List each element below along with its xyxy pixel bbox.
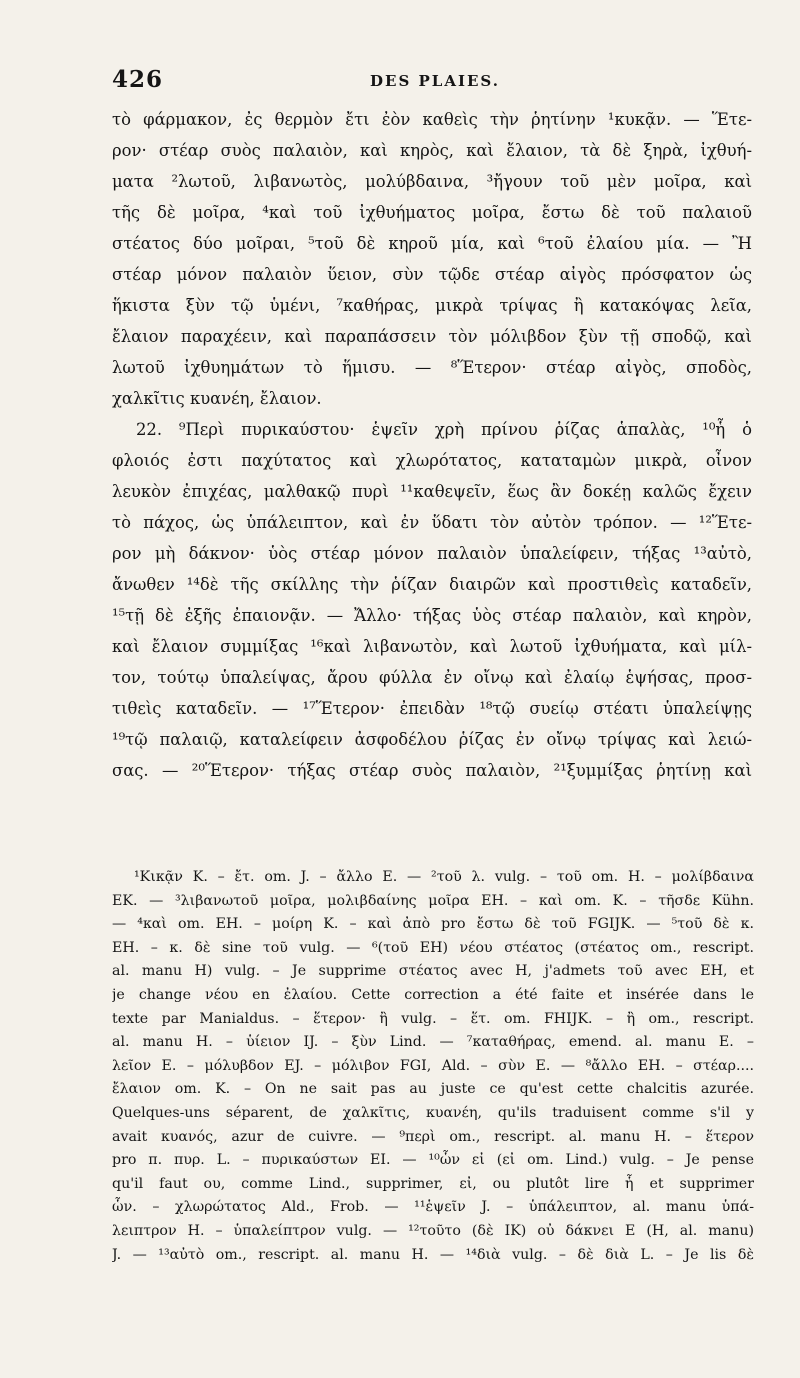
footnote-line: pro π. πυρ. L. – πυρικαύστων EI. — ¹⁰ὧν εἰ (εἰ om. Lind.) vulg. – Je pense xyxy=(112,1152,754,1169)
text-line: λευκὸν ἐπιχέας, μαλθακῷ πυρὶ ¹¹καθεψεῖν, ἕως ἂν δοκέῃ καλῶς ἔχειν xyxy=(112,482,752,501)
text-line: τιθεὶς καταδεῖν. — ¹⁷Ἕτερον· ἐπειδὰν ¹⁸τῷ συείῳ στέατι ὑπαλείψῃς xyxy=(112,699,752,718)
footnote-line: avait κυανός, azur de cuivre. — ⁹περὶ om., rescript. al. manu H. – ἕτερον xyxy=(112,1128,754,1145)
footnote-line: je change νέου en ἐλαίου. Cette correction a été faite et insérée dans le xyxy=(112,986,754,1003)
footnote-line: λεῖον E. – μόλυβδον EJ. – μόλιβον FGI, Ald. – σὺν E. — ⁸ἄλλο EH. – στέαρ.... xyxy=(112,1057,754,1074)
footnote-line: ἔλαιον om. K. – On ne sait pas au juste ce qu'est cette chalcitis azurée. xyxy=(112,1081,754,1098)
text-line: στέατος δύο μοῖραι, ⁵τοῦ δὲ κηροῦ μία, καὶ ⁶τοῦ ἐλαίου μία. — Ἢ xyxy=(112,234,752,253)
text-line: λωτοῦ ἰχθυημάτων τὸ ἥμισυ. — ⁸Ἕτερον· στέαρ αἰγὸς, σποδὸς, xyxy=(112,358,752,377)
text-line: ἄνωθεν ¹⁴δὲ τῆς σκίλλης τὴν ῥίζαν διαιρῶν καὶ προστιθεὶς καταδεῖν, xyxy=(112,575,752,594)
footnote-line: al. manu H) vulg. – Je supprime στέατος avec H, j'admets τοῦ avec EH, et xyxy=(112,963,754,980)
text-line: τον, τούτῳ ὑπαλείψας, ἄρου φύλλα ἐν οἴνῳ καὶ ἐλαίῳ ἑψήσας, προσ- xyxy=(112,668,752,687)
footnote-line: qu'il faut ου, comme Lind., supprimer, εἰ, ou plutôt lire ἧ et supprimer xyxy=(112,1175,754,1192)
text-line: ματα ²λωτοῦ, λιβανωτὸς, μολύβδαινα, ³ἤγουν τοῦ μὲν μοῖρα, καὶ xyxy=(112,172,752,191)
text-line: καὶ ἔλαιον συμμίξας ¹⁶καὶ λιβανωτὸν, καὶ λωτοῦ ἰχθυήματα, καὶ μίλ- xyxy=(112,637,752,656)
footnote-line: texte par Manialdus. – ἕτερον· ἢ vulg. – ἕτ. om. FHIJK. – ἢ om., rescript. xyxy=(112,1010,754,1027)
footnotes xyxy=(112,866,754,1267)
footnote-line: Quelques-uns séparent, de χαλκῖτις, κυανέη, qu'ils traduisent comme s'il y xyxy=(112,1104,754,1121)
text-line: ρον· στέαρ συὸς παλαιὸν, καὶ κηρὸς, καὶ ἔλαιον, τὰ δὲ ξηρὰ, ἰχθυή- xyxy=(112,141,752,160)
footnote-line: EK. — ³λιβανωτοῦ μοῖρα, μολιβδαίνης μοῖρα EH. – καὶ om. K. – τῆσδε Kühn. xyxy=(112,892,754,909)
text-line: ρον μὴ δάκνον· ὑὸς στέαρ μόνον παλαιὸν ὑπαλείφειν, τήξας ¹³αὐτὸ, xyxy=(112,544,752,563)
text-line: στέαρ μόνον παλαιὸν ὕειον, σὺν τῷδε στέαρ αἰγὸς πρόσφατον ὡς xyxy=(112,265,752,284)
text-line: ¹⁹τῷ παλαιῷ, καταλείφειν ἀσφοδέλου ῥίζας ἐν οἴνῳ τρίψας καὶ λειώ- xyxy=(112,730,752,749)
main-text xyxy=(112,104,752,786)
footnote-line: — ⁴καὶ om. EH. – μοίρη K. – καὶ ἀπὸ pro ἔστω δὲ τοῦ FGIJK. — ⁵τοῦ δὲ κ. xyxy=(112,916,754,933)
text-line: ἥκιστα ξὺν τῷ ὑμένι, ⁷καθήρας, μικρὰ τρίψας ἢ κατακόψας λεῖα, xyxy=(112,296,752,315)
text-line: σας. — ²⁰Ἕτερον· τήξας στέαρ συὸς παλαιὸν, ²¹ξυμμίξας ῥητίνῃ καὶ xyxy=(112,761,752,780)
page-number: 426 xyxy=(112,66,164,93)
text-line: χαλκῖτις κυανέη, ἔλαιον. xyxy=(112,389,322,408)
section-start-line: 22. ⁹Περὶ πυρικαύστου· ἑψεῖν χρὴ πρίνου ῥίζας ἁπαλὰς, ¹⁰ἧ ὁ xyxy=(136,420,752,439)
text-line: ἔλαιον παραχέειν, καὶ παραπάσσειν τὸν μόλιβδον ξὺν τῇ σποδῷ, καὶ xyxy=(112,327,752,346)
footnote-line: EH. – κ. δὲ sine τοῦ vulg. — ⁶(τοῦ EH) νέου στέατος (στέατος om., rescript. xyxy=(112,939,754,956)
running-head: DES PLAIES. xyxy=(370,72,500,90)
footnote-line: ¹Κικᾷν K. – ἔτ. om. J. – ἄλλο E. — ²τοῦ λ. vulg. – τοῦ om. H. – μολίβδαινα xyxy=(134,869,754,885)
text-line: ¹⁵τῇ δὲ ἐξῆς ἐπαιονᾷν. — Ἄλλο· τήξας ὑὸς στέαρ παλαιὸν, καὶ κηρὸν, xyxy=(112,606,752,625)
footnote-line: λειπτρον H. – ὑπαλείπτρον vulg. — ¹²τοῦτο (δὲ IK) οὐ δάκνει E (H, al. manu) xyxy=(112,1222,754,1239)
footnote-line: al. manu H. – ὑίειον IJ. – ξὺν Lind. — ⁷καταθήρας, emend. al. manu E. – xyxy=(112,1034,754,1051)
text-line: φλοιός ἐστι παχύτατος καὶ χλωρότατος, καταταμὼν μικρὰ, οἶνον xyxy=(112,451,752,470)
text-line: τὸ φάρμακον, ἐς θερμὸν ἔτι ἐὸν καθεὶς τὴν ῥητίνην ¹κυκᾷν. — Ἕτε- xyxy=(112,110,752,129)
text-line: τὸ πάχος, ὡς ὑπάλειπτον, καὶ ἐν ὕδατι τὸν αὐτὸν τρόπον. — ¹²Ἕτε- xyxy=(112,513,752,532)
footnote-line: J. — ¹³αὐτὸ om., rescript. al. manu H. — ¹⁴διὰ vulg. – δὲ διὰ L. – Je lis δὲ xyxy=(112,1246,754,1263)
footnote-line: ὧν. – χλωρώτατος Ald., Frob. — ¹¹ἑψεῖν J. – ὑπάλειπτον, al. manu ὑπά- xyxy=(112,1199,754,1216)
page-header xyxy=(112,60,752,100)
text-line: τῆς δὲ μοῖρα, ⁴καὶ τοῦ ἰχθυήματος μοῖρα, ἔστω δὲ τοῦ παλαιοῦ xyxy=(112,203,752,222)
